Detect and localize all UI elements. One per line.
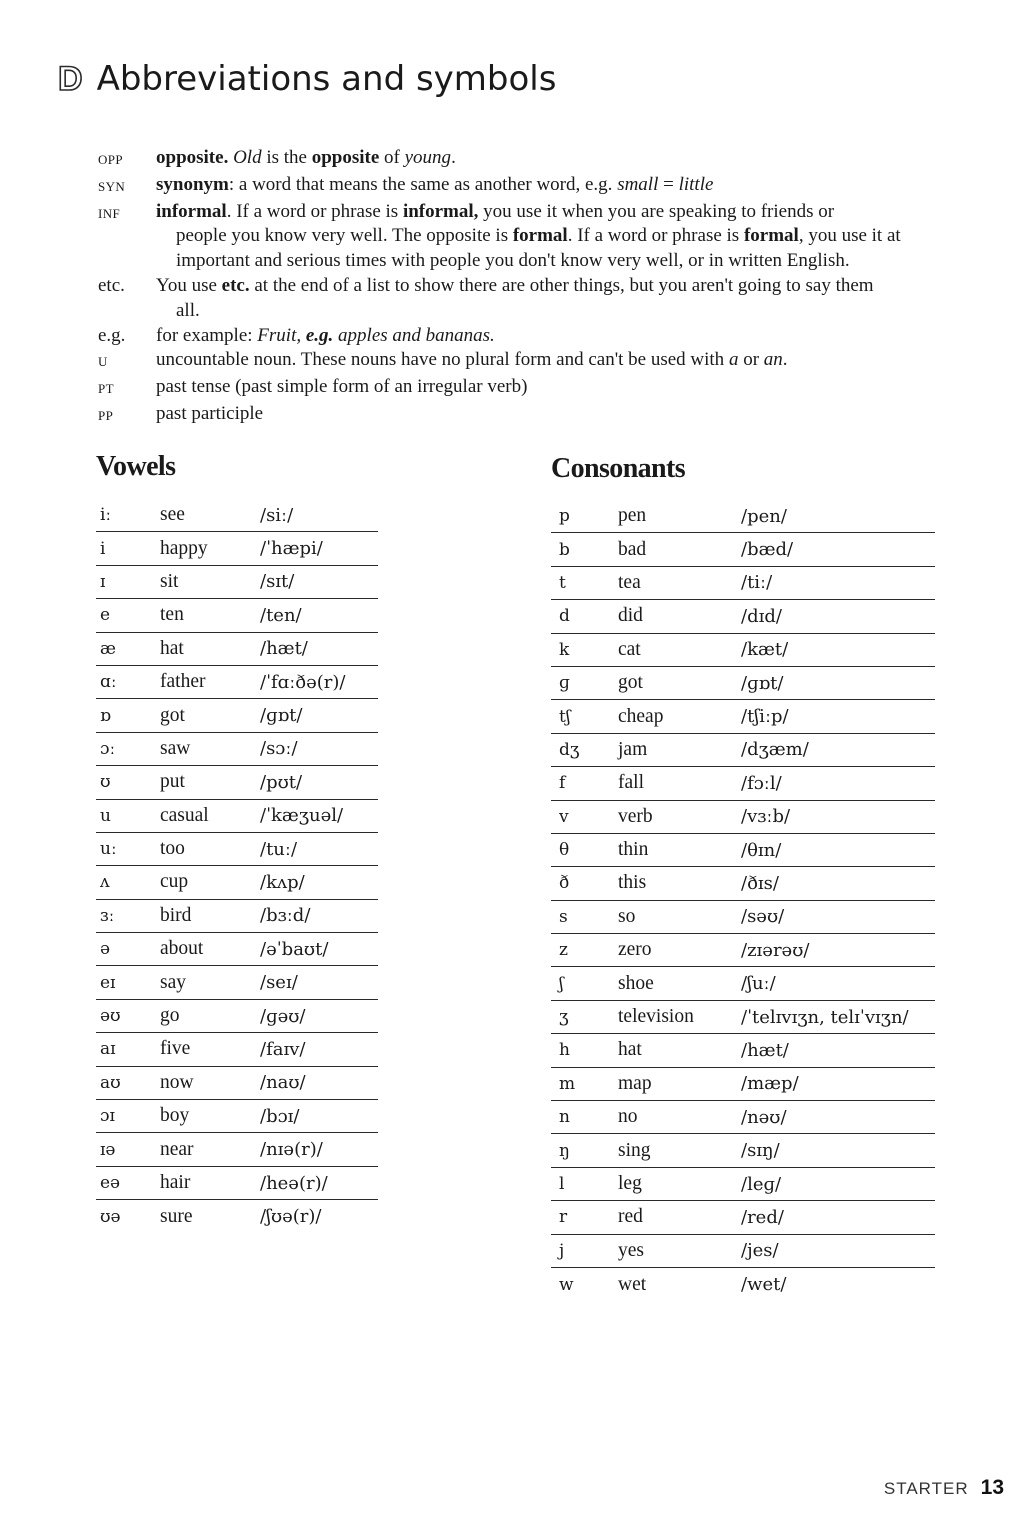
phoneme-symbol: ɜː (100, 905, 115, 926)
abbr-eg (98, 324, 1008, 349)
phonetic-transcription: /ˈkæʒuəl/ (260, 805, 344, 827)
abbr-definition: opposite. Old is the opposite of young. (156, 147, 456, 168)
example-word: red (618, 1206, 643, 1228)
phoneme-symbol: ɡ (559, 673, 570, 694)
phoneme-symbol: æ (100, 638, 116, 659)
example-word: casual (160, 804, 209, 826)
phonetic-transcription: /pen/ (741, 505, 787, 527)
table-row (96, 1100, 378, 1133)
phonetic-transcription: /dʒæm/ (741, 739, 809, 761)
abbr-key: SYN (98, 178, 126, 194)
phoneme-symbol: f (559, 773, 566, 794)
example-word: ten (160, 604, 184, 626)
example-word: father (160, 671, 206, 693)
example-word: no (618, 1106, 638, 1128)
phonetic-transcription: /səʊ/ (741, 906, 785, 928)
example-word: sure (160, 1205, 193, 1227)
table-row (96, 1167, 378, 1200)
phoneme-symbol: ɔɪ (100, 1106, 115, 1127)
phoneme-symbol: ʒ (559, 1007, 569, 1028)
phonetic-transcription: /ˈhæpi/ (260, 538, 323, 560)
phonetic-transcription: /sɪŋ/ (741, 1140, 780, 1162)
example-word: did (618, 605, 643, 627)
example-word: about (160, 938, 204, 960)
example-word: too (160, 838, 185, 860)
phonetic-transcription: /sɔː/ (260, 738, 298, 760)
phoneme-symbol: iː (100, 505, 112, 526)
phoneme-symbol: ə (100, 939, 111, 960)
page-number: 13 (980, 1476, 1004, 1499)
phoneme-symbol: ɒ (100, 705, 111, 726)
table-row (96, 900, 378, 933)
phoneme-symbol: aʊ (100, 1072, 121, 1093)
table-row (96, 1033, 378, 1066)
table-row (551, 1134, 935, 1167)
phoneme-symbol: ʊə (100, 1206, 121, 1227)
example-word: jam (618, 738, 648, 760)
example-word: wet (618, 1273, 647, 1295)
example-word: tea (618, 571, 641, 593)
example-word: hair (160, 1172, 191, 1193)
phoneme-symbol: ɑː (100, 672, 117, 693)
abbr-definition: informal. If a word or phrase is informal, you use it when you are speaking to friends or people you know very well. The opposite is formal. If a word or phrase is formal, you use it at important and serious times with people you don't know very well, or in written English. (156, 200, 901, 272)
phoneme-symbol: dʒ (559, 739, 580, 760)
table-row (96, 766, 378, 799)
example-word: this (618, 872, 647, 894)
phonetic-transcription: /siː/ (260, 504, 294, 526)
table-row (551, 1068, 935, 1101)
example-word: bad (618, 538, 647, 560)
consonants-title: Consonants (551, 453, 686, 484)
phoneme-symbol: m (559, 1073, 576, 1094)
phoneme-symbol: h (559, 1040, 570, 1061)
abbr-pt (98, 375, 1008, 402)
table-row (96, 566, 378, 599)
example-word: sing (618, 1139, 651, 1161)
table-row (96, 1000, 378, 1033)
phoneme-symbol: uː (100, 839, 117, 860)
abbr-definition: past tense (past simple form of an irregular verb) (156, 376, 528, 398)
table-row (551, 901, 935, 934)
table-row (551, 834, 935, 867)
phonetic-transcription: /zɪərəʊ/ (741, 939, 810, 961)
abbr-key: PP (98, 407, 114, 423)
phoneme-symbol: θ (559, 840, 570, 861)
phoneme-symbol: k (559, 639, 570, 660)
phonetic-transcription: /bɜːd/ (260, 905, 311, 927)
phoneme-symbol: ɔː (100, 738, 116, 759)
phonetic-transcription: /wet/ (741, 1274, 787, 1296)
phonetic-transcription: /vɜːb/ (741, 806, 791, 828)
phonetic-transcription: /red/ (741, 1206, 784, 1228)
phonetic-transcription: /leɡ/ (741, 1173, 782, 1195)
phonetic-transcription: /tiː/ (741, 572, 773, 594)
phoneme-symbol: ŋ (559, 1140, 570, 1161)
table-row (551, 1034, 935, 1067)
phonetic-transcription: /tʃiːp/ (741, 706, 789, 728)
example-word: sit (160, 570, 179, 592)
phoneme-symbol: s (559, 906, 568, 927)
phoneme-symbol: e (100, 605, 111, 626)
phoneme-symbol: i (100, 538, 106, 559)
abbr-key: OPP (98, 152, 124, 167)
table-row (551, 1268, 935, 1301)
table-row (96, 1067, 378, 1100)
phoneme-symbol: z (559, 940, 568, 961)
phonetic-transcription: /ɡɒt/ (741, 672, 784, 694)
phonetic-transcription: /bæd/ (741, 539, 794, 561)
consonants-table (551, 500, 935, 1301)
example-word: go (160, 1005, 180, 1027)
phonetic-transcription: /seɪ/ (260, 972, 298, 994)
example-word: zero (618, 939, 652, 961)
phonetic-transcription: /ɡɒt/ (260, 705, 303, 727)
example-word: now (160, 1071, 194, 1093)
table-row (96, 633, 378, 666)
phoneme-symbol: eɪ (100, 972, 116, 993)
phoneme-symbol: ʌ (100, 872, 110, 893)
phonetic-transcription: /ˈfɑːðə(r)/ (260, 671, 346, 693)
phoneme-symbol: ð (559, 873, 570, 894)
example-word: pen (618, 505, 647, 527)
table-row (551, 567, 935, 600)
table-row (551, 734, 935, 767)
page-title: Abbreviations and symbols (96, 59, 557, 99)
phoneme-symbol: ɪ (100, 571, 106, 592)
phoneme-symbol: b (559, 539, 570, 560)
phoneme-symbol: u (100, 805, 111, 826)
phonetic-transcription: /ten/ (260, 604, 302, 626)
phonetic-transcription: /ˈtelɪvɪʒn, telɪˈvɪʒn/ (741, 1006, 909, 1028)
phonetic-transcription: /kæt/ (741, 639, 789, 661)
phoneme-symbol: n (559, 1107, 570, 1128)
table-row (96, 933, 378, 966)
table-row (551, 700, 935, 733)
table-row (551, 634, 935, 667)
example-word: fall (618, 772, 644, 794)
phonetic-transcription: /ʃuː/ (741, 973, 776, 995)
example-word: yes (618, 1239, 644, 1261)
phonetic-transcription: /ʃʊə(r)/ (260, 1206, 322, 1228)
table-row (96, 699, 378, 732)
phoneme-symbol: ʃ (559, 973, 564, 994)
example-word: five (160, 1038, 191, 1060)
example-word: happy (160, 537, 208, 559)
phonetic-transcription: /sɪt/ (260, 571, 295, 593)
phoneme-symbol: əʊ (100, 1006, 121, 1027)
phoneme-symbol: r (559, 1207, 568, 1228)
phonetic-transcription: /mæp/ (741, 1073, 799, 1095)
table-row (551, 934, 935, 967)
example-word: cheap (618, 705, 664, 727)
phonetic-transcription: /tuː/ (260, 838, 298, 860)
abbr-pp (98, 402, 1008, 429)
phoneme-symbol: l (559, 1174, 565, 1194)
vowels-table (96, 499, 378, 1234)
phonetic-transcription: /nɪə(r)/ (260, 1139, 323, 1161)
abbreviations-list (98, 146, 1008, 429)
abbr-key: etc. (98, 274, 125, 296)
section-heading (58, 59, 557, 99)
abbr-inf (98, 200, 1008, 274)
abbr-u (98, 348, 1008, 375)
phoneme-symbol: eə (100, 1173, 121, 1193)
table-row (551, 667, 935, 700)
table-row (551, 1168, 935, 1201)
phoneme-symbol: j (559, 1240, 565, 1261)
example-word: bird (160, 904, 192, 926)
table-row (96, 833, 378, 866)
phoneme-symbol: p (559, 506, 570, 527)
phonetic-transcription: /kʌp/ (260, 871, 305, 893)
example-word: say (160, 971, 186, 993)
phoneme-symbol: t (559, 572, 566, 593)
example-word: got (618, 672, 643, 694)
table-row (96, 866, 378, 899)
phonetic-transcription: /faɪv/ (260, 1038, 306, 1060)
table-row (96, 800, 378, 833)
phoneme-symbol: tʃ (559, 706, 571, 727)
phoneme-symbol: v (559, 806, 569, 827)
example-word: near (160, 1138, 194, 1160)
phonetic-transcription: /fɔːl/ (741, 772, 782, 794)
example-word: see (160, 504, 185, 526)
example-word: shoe (618, 972, 654, 994)
phonetic-transcription: /jes/ (741, 1240, 779, 1262)
abbr-etc (98, 274, 1008, 324)
phonetic-transcription: /heə(r)/ (260, 1172, 328, 1194)
example-word: television (618, 1006, 694, 1028)
example-word: hat (160, 637, 184, 659)
table-row (96, 733, 378, 766)
table-row (551, 1101, 935, 1134)
abbr-key: INF (98, 205, 121, 221)
page-footer (884, 1476, 1004, 1500)
phoneme-symbol: ʊ (100, 772, 111, 793)
example-word: saw (160, 737, 191, 759)
example-word: boy (160, 1105, 190, 1127)
phonetic-transcription: /bɔɪ/ (260, 1105, 300, 1127)
table-row (551, 1201, 935, 1234)
table-row (96, 599, 378, 632)
abbr-key: e.g. (98, 324, 126, 346)
phoneme-symbol: w (559, 1274, 574, 1295)
phonetic-transcription: /əˈbaʊt/ (260, 938, 329, 960)
phonetic-transcription: /dɪd/ (741, 605, 782, 627)
abbr-opp (98, 146, 1008, 173)
section-letter: D (58, 60, 83, 98)
abbr-definition: You use etc. at the end of a list to show there are other things, but you aren't going to say them all. (156, 274, 874, 321)
example-word: cat (618, 638, 641, 660)
example-word: leg (618, 1173, 642, 1194)
table-row (551, 767, 935, 800)
phonetic-transcription: /θɪn/ (741, 839, 782, 861)
table-row (96, 666, 378, 699)
table-row (551, 500, 935, 533)
phonetic-transcription: /hæt/ (741, 1039, 789, 1061)
phonetic-transcription: /nəʊ/ (741, 1106, 787, 1128)
phoneme-symbol: d (559, 606, 570, 627)
abbr-key: U (98, 354, 108, 370)
phonetic-transcription: /hæt/ (260, 638, 308, 660)
example-word: map (618, 1072, 652, 1094)
abbr-definition: for example: Fruit, e.g. apples and bananas. (156, 324, 495, 346)
abbr-key: PT (98, 381, 114, 397)
abbr-definition: past participle (156, 402, 264, 424)
table-row (96, 499, 378, 532)
table-row (551, 1235, 935, 1268)
table-row (96, 1200, 378, 1233)
footer-label: STARTER (883, 1479, 969, 1498)
example-word: cup (160, 871, 189, 893)
phonetic-transcription: /ɡəʊ/ (260, 1005, 306, 1027)
table-row (96, 966, 378, 999)
phonetic-transcription: /pʊt/ (260, 771, 303, 793)
example-word: got (160, 704, 185, 726)
table-row (96, 532, 378, 565)
phoneme-symbol: aɪ (100, 1039, 116, 1060)
table-row (551, 801, 935, 834)
table-row (551, 867, 935, 900)
example-word: put (160, 771, 185, 793)
table-row (96, 1133, 378, 1166)
table-row (551, 533, 935, 566)
abbr-syn (98, 173, 1008, 200)
phonetic-transcription: /ðɪs/ (741, 872, 779, 894)
table-row (551, 967, 935, 1000)
phoneme-symbol: ɪə (100, 1139, 116, 1160)
example-word: so (618, 905, 636, 927)
table-row (551, 600, 935, 633)
phonetic-transcription: /naʊ/ (260, 1072, 306, 1094)
abbr-definition: synonym: a word that means the same as another word, e.g. small = little (156, 173, 714, 195)
vowels-title: Vowels (96, 451, 176, 482)
example-word: thin (618, 839, 649, 861)
example-word: hat (618, 1039, 642, 1061)
example-word: verb (618, 805, 653, 827)
abbr-definition: uncountable noun. These nouns have no plural form and can't be used with a or an. (156, 349, 788, 371)
table-row (551, 1001, 935, 1034)
